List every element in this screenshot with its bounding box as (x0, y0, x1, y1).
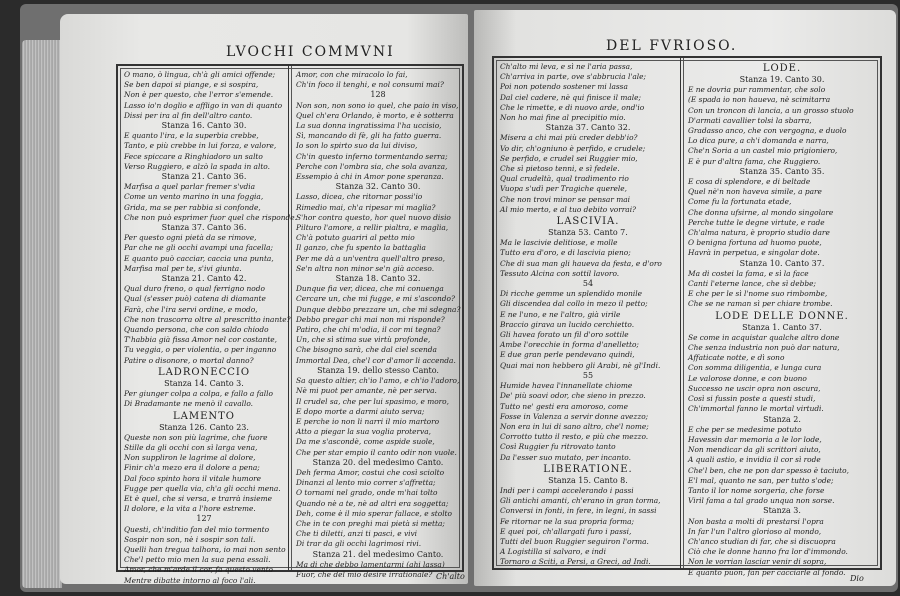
verse-line: O benigna fortuna ad huomo puote, (688, 238, 822, 248)
verse-line: Pilturo l'amore, a rellir pialtra, e maglia, (296, 223, 449, 233)
verse-line: Tutto ne' gesti era amoroso, come (500, 401, 628, 411)
verse-line: Tu veggia, o per violentia, o per inganno (124, 345, 277, 355)
verse-line: Nè mi puot per amante, nè per serva. (296, 386, 437, 396)
verse-line: Non ho mai fine al precipitio mio. (500, 113, 626, 123)
verse-line: Che se ne raman sì per chiare trombe. (688, 299, 833, 309)
verse-line: Le valorose donne, e con buono (688, 373, 807, 383)
verse-line: In far l'un l'altro glorioso al mondo, (688, 526, 822, 536)
verse-line: Tanto, e più crebbe in lui forza, e valore, (124, 141, 277, 151)
verse-line: Sospir non son, nè i sospir son tali. (124, 534, 256, 544)
verse-line: Un, che sì stima sue virtù profonde, (296, 335, 431, 345)
verse-line: Cercare un, che mi fugge, e mi s'ascondo? (296, 294, 455, 304)
verse-line: Tutto era d'oro, e di lascivia pieno; (500, 248, 631, 258)
verse-line: E'l mal, quanto ne san, per tutto s'ode; (688, 475, 834, 485)
verse-line: Lasso io'n doglio e affligo in van di quanto (124, 100, 283, 110)
stanza-heading: Stanza 37. Canto 36. (161, 223, 247, 233)
verse-line: Humide havea l'innanellate chiome (500, 381, 633, 391)
verse-line: Qual duro freno, o qual ferrigno nodo (124, 284, 265, 294)
verse-line: Successo ne uscir opra non oscura, (688, 383, 821, 393)
verse-line: Farà, che l'ira servi ordine, e modo, (124, 304, 258, 314)
verse-line: Se come in acquistar qualche altro done (688, 332, 840, 342)
verse-line: Con somma diligentia, e lunga cura (688, 363, 822, 373)
left-running-header: LVOCHI COMMVNI (226, 44, 395, 60)
stanza-heading: Stanza 18. Canto 32. (335, 274, 421, 284)
verse-line: Misera a chi mai più creder debb'io? (500, 133, 638, 143)
verse-line: E quanto l'ira, e la superbia crebbe, (124, 131, 259, 141)
verse-line: E che per le sì l'nome suo rimbombe, (688, 289, 828, 299)
verse-line: Che'n Soria a un castel mio prigioniero, (688, 146, 838, 156)
right-column-divider (680, 58, 681, 568)
verse-line: Se perfido, e crudel sei Ruggier mio, (500, 153, 638, 163)
stanza-number: 128 (370, 90, 386, 100)
verse-line: Dal foco spinto hora il vitale humore (124, 473, 262, 483)
verse-line: Lasso, dicea, che ritornar possi'io (296, 192, 423, 202)
verse-line: Io son lo spirto suo da lui diviso, (296, 141, 418, 151)
verse-line: Ch'immortal fanno le mortal virtudi. (688, 404, 824, 414)
verse-line: Tornaro a Sciti, a Persi, a Greci, ad Indi. (500, 557, 651, 567)
stanza-heading: Stanza 126. Canto 23. (159, 422, 249, 432)
verse-line: Ch'alma natura, è proprio studio dare (688, 228, 830, 238)
verse-line: Non era in lui di sano altro, che'l nome; (500, 421, 649, 431)
verse-line: Conversi in fonti, in fere, in legni, in sassi (500, 506, 657, 516)
stanza-heading: Stanza 21. del medesimo Canto. (312, 549, 444, 559)
section-heading: LASCIVIA. (556, 216, 620, 228)
verse-line: Marfisa a quel parlar fremer s'vdia (124, 182, 256, 192)
verse-line: Fe ritornar ne la sua propria forma; (500, 516, 634, 526)
verse-line: Gli antichi amanti, ch'erano in gran torma, (500, 496, 661, 506)
verse-line: Per questo ogni pietà da se rimove, (124, 233, 257, 243)
verse-line: Verso Ruggiero, e alzò la spada in alto. (124, 161, 270, 171)
verse-line: Il crudel sa, che per lui spasimo, e moro, (296, 396, 449, 406)
verse-line: Quando nè a te, nè ad altri era soggetta; (296, 498, 449, 508)
verse-line: Che di sua man gli haueva da festa, e d'oro (500, 258, 662, 268)
verse-line: Fosse in Valenza a servir donne avezzo; (500, 411, 649, 421)
verse-line: Vuopa s'udì per Tragiche querele, (500, 184, 628, 194)
verse-line: Se ben dapoi si piange, e si sospira, (124, 80, 259, 90)
verse-line: Et è quel, che si versa, e trarrà insieme (124, 493, 272, 503)
verse-line: Patire o disonore, o mortal danno? (124, 355, 254, 365)
verse-line: Di trar da gli occhi lagrimosi rivi. (296, 539, 422, 549)
verse-line: Tanto il lor nome sorgeria, che forse (688, 485, 825, 495)
stanza-heading: Stanza 21. Canto 36. (161, 172, 247, 182)
verse-line: Vo dir, ch'ogniuno è perfido, e crudele; (500, 143, 646, 153)
verse-line: Come un vento marino in una foggia, (124, 192, 264, 202)
verse-line: Atto a piegar la sua voglia proterva, (296, 427, 431, 437)
verse-line: Fugge per quella via, ch'a gli occhi mena. (124, 483, 281, 493)
verse-line: Corrotto tutto il resto, e più che mezzo. (500, 432, 649, 442)
verse-line: T'habbia già fissa Amor nel cor costante, (124, 335, 278, 345)
verse-line: Essempio à chi in Amor pone speranza. (296, 172, 444, 182)
verse-line: Se'n altra non minor se'n già acceso. (296, 263, 435, 273)
verse-line: O tornami nel grado, onde m'hai tolto (296, 488, 438, 498)
verse-line: Al mio merto, e al tuo debito vorrai? (500, 204, 637, 214)
verse-line: O mano, ò lingua, ch'à gli amici offende; (124, 70, 276, 79)
verse-line: Par che ne gli occhi avampi una facella; (124, 243, 274, 253)
verse-line: Così Ruggier fu ritrovato tanto (500, 442, 616, 452)
verse-line: (E spada io non haueva, nè scimitarra (688, 95, 831, 105)
verse-line: D'armati cavallier tolsi la sbarra, (688, 115, 812, 125)
verse-line: E ne dovria pur rammentar, che solo (688, 85, 826, 95)
verse-line: Che per star empio il canto odir non vuole. (296, 447, 457, 457)
stanza-heading: Stanza 2. (763, 414, 801, 424)
verse-line: Che non può esprimer fuor quel che risponde. (124, 212, 297, 222)
verse-line: Ch'in questo inferno tormentando serra; (296, 151, 448, 161)
verse-line: Viril fama a tal grado unqua non sorse. (688, 496, 835, 506)
verse-line: Ma di costei la fama, e sì la face (688, 268, 809, 278)
stanza-heading: Stanza 15. Canto 8. (548, 475, 628, 485)
verse-line: Deh ferma Amor, costui che così sciolto (296, 467, 445, 477)
verse-line: Tutti del buon Ruggier seguiron l'orma. (500, 536, 649, 546)
verse-line: Che sì pietoso tenni, e sì fedele. (500, 164, 620, 174)
verse-line: Lo dica pure, a ch'i domanda e narra, (688, 136, 829, 146)
verse-line: Havrà in perpetua, e singolar dote. (688, 248, 820, 258)
section-heading: LODE. (762, 63, 802, 74)
stanza-heading: Stanza 37. Canto 32. (545, 123, 631, 133)
verse-line: Dunque fia ver, dicea, che mi conuenga (296, 284, 444, 294)
verse-line: Il ganzo, che fu spento la battaglia (296, 243, 426, 253)
section-heading: LODE DELLE DONNE. (715, 310, 849, 322)
verse-line: Gli discendea dal collo in mezo il petto; (500, 299, 648, 309)
stanza-heading: Stanza 14. Canto 3. (164, 378, 244, 388)
verse-line: E quanto può cacciar, caccia una punta, (124, 253, 274, 263)
verse-line: Quando persona, che con saldo chiodo (124, 325, 269, 335)
verse-line: Immortal Dea, che'l cor d'amor li accenda. (296, 355, 456, 365)
verse-line: Debbo pregar chi mai non mi risponde? (296, 314, 445, 324)
verse-line: Mentre dibatte intorno al foco l'ali. (124, 575, 256, 585)
verse-line: Non è per questo, che l'error s'emende. (124, 90, 274, 100)
verse-line: E dopo morte a darmi aiuto serva; (296, 406, 425, 416)
verse-line: Dinanzi al lento mio correr s'affretta; (296, 478, 436, 488)
verse-line: E ne l'uno, e ne l'altro, già virile (500, 309, 621, 319)
verse-line: E perche io non li narri il mio martoro (296, 416, 440, 426)
verse-line: Non son, non sono io quel, che paio in viso, (296, 100, 459, 110)
verse-line: Sì, mancando di fè, gli ha fatto guerra. (296, 131, 442, 141)
verse-line: Perche con l'ombra sia, che sola avanza, (296, 161, 448, 171)
verse-line: E due gran perle pendevano quindi, (500, 350, 635, 360)
section-heading: LAMENTO (172, 410, 236, 422)
verse-line: Non suppliron le lagrime al dolore, (124, 453, 256, 463)
left-page (60, 14, 468, 584)
stanza-heading: Stanza 16. Canto 30. (161, 121, 247, 131)
verse-line: Sa questo altier, ch'io l'amo, e ch'io l'adoro, (296, 376, 460, 386)
verse-line: Come fu la fortunata etade, (688, 197, 792, 207)
verse-line: Non basta a molti di prestarsi l'opra (688, 516, 824, 526)
verse-line: E quei poi, ch'allargati furo i passi, (500, 526, 632, 536)
stanza-heading: Stanza 53. Canto 7. (548, 228, 628, 238)
stanza-heading: Stanza 20. del medesimo Canto. (312, 457, 444, 467)
verse-line: Che non trovi minor se pensar mai (500, 194, 631, 204)
verse-line: Il dolore, e la vita a l'hore estreme. (124, 504, 256, 514)
verse-line: Queste non son più lagrime, che fuore (124, 432, 268, 442)
stanza-heading: Stanza 3. (763, 506, 801, 516)
right-page (474, 10, 896, 586)
stanza-heading: Stanza 19. Canto 30. (739, 75, 825, 84)
verse-line: Dal ciel cadere, nè qui finisce il male; (500, 92, 642, 102)
verse-line: Qual crudeltà, qual tradimento rio (500, 174, 629, 184)
stanza-heading: Stanza 35. Canto 35. (739, 166, 825, 176)
verse-line: Che le rimette, e di nuovo arde, ond'io (500, 102, 645, 112)
verse-line: Per giunger colpa a colpa, e fallo a fallo (124, 389, 273, 399)
verse-line: Tessuto Alcina con sottil lavoro. (500, 268, 620, 278)
verse-line: Perche tutte le degne virtute, e rade (688, 217, 825, 227)
right-column-2 (688, 62, 876, 577)
verse-line: Da me s'ascondè, come aspide suole, (296, 437, 435, 447)
stanza-heading: Stanza 10. Canto 37. (739, 258, 825, 268)
stanza-heading: Stanza 19. dello stesso Canto. (317, 365, 439, 375)
verse-line: Quelli han tregua talhora, io mai non sento (124, 544, 286, 554)
verse-line: Che ti diletti, anzi ti pasci, e vivi (296, 529, 418, 539)
verse-line: Finir ch'a mezo era il dolore a pena; (124, 463, 260, 473)
verse-line: Rimedio mai, ch'a ripesar mi maglia? (296, 202, 436, 212)
verse-line: Ch'à potuto guariri al petto mio (296, 233, 415, 243)
section-heading: LIBERATIONE. (543, 463, 633, 475)
verse-line: Quel ch'era Orlando, è morto, e è sotterra (296, 110, 454, 120)
left-catchword: Ch'alto (436, 572, 465, 581)
stanza-number: 54 (582, 279, 594, 289)
verse-line: Che in te con preghi mai pietà si metta; (296, 518, 445, 528)
verse-line: Per me dà a un'ventra quell'altro preso, (296, 253, 445, 263)
verse-line: Amor, che m'arde il cor, fa questo vento (124, 565, 273, 575)
stanza-heading: Stanza 32. Canto 30. (335, 182, 421, 192)
verse-line: Che senza industria non può dar natura, (688, 343, 840, 353)
verse-line: Ch'in foco il tenghi, e nol consumi mai? (296, 80, 444, 90)
verse-line: Fece spiccare a Ringhiadoro un salto (124, 151, 263, 161)
verse-line: Che'l ben, che ne pon dar spesso è taciuto, (688, 465, 849, 475)
verse-line: Ma le lascivie delitiose, e molle (500, 238, 618, 248)
verse-line: Poi non potendo sostener mi lassa (500, 82, 628, 92)
verse-line: La sua donna ingratissima l'ha uccisio, (296, 121, 442, 131)
verse-line: Indi per i campi accelerando i passi (500, 485, 634, 495)
verse-line: Che non trascorra oltre al prescritto inante? (124, 314, 291, 324)
verse-line: Gli havea forato un fil d'oro sottile (500, 330, 629, 340)
verse-line: A Logistilla si salvaro, e indi (500, 547, 607, 557)
verse-line: Fuor, che del mio desire irrationale? (296, 569, 433, 579)
verse-line: Quai mai non hebbero gli Arabi, nè gl'Indi. (500, 360, 661, 370)
left-column-1 (124, 70, 297, 585)
verse-line: Marfisa mal per te, s'ivi giunta. (124, 263, 242, 273)
verse-line: Havessin dar memoria a le lor lode, (688, 434, 822, 444)
verse-line: Braccio girava un lucido cerchietto. (500, 319, 635, 329)
verse-line: S'hor contra questo, hor quel nuovo disio (296, 212, 451, 222)
section-heading: LADRONECCIO (157, 366, 251, 378)
verse-line: Ch'alto mi leva, e sì ne l'aria passa, (500, 62, 633, 71)
right-column-1 (500, 62, 676, 567)
page-edges (22, 40, 62, 588)
verse-line: Da l'esser suo mutato, per incanto. (500, 452, 631, 462)
verse-line: Ch'arriva in parte, ove s'abbrucia l'ale; (500, 72, 647, 82)
verse-line: Che donna ufsirne, al mondo singolare (688, 207, 834, 217)
verse-line: E è pur d'altra fama, che Ruggiero. (688, 156, 821, 166)
verse-line: A quali astio, e invidia il cor sì rode (688, 455, 821, 465)
stanza-number: 55 (582, 370, 594, 380)
verse-line: Ch'anco studian di far, che si discuopra (688, 536, 836, 546)
stanza-heading: Stanza 21. Canto 42. (161, 274, 247, 284)
verse-line: Ma di che debbo lamentarmi (ahi lassa) (296, 559, 445, 569)
verse-line: Non le vorrian lasciar venir di sopra, (688, 557, 827, 567)
verse-line: Deh, come è il mio sperar fallace, e stolto (296, 508, 452, 518)
right-running-header: DEL FVRIOSO. (606, 38, 738, 54)
verse-line: Ambe l'orecchie in forma d'anelletto; (500, 340, 639, 350)
verse-line: Quel nè'n non haveva simile, a pare (688, 187, 822, 197)
verse-line: Dissi per ira al fin dell'altro canto. (124, 110, 253, 120)
verse-line: E che per se medesime potuto (688, 424, 802, 434)
verse-line: De' più soavi odor, che sieno in prezzo. (500, 391, 646, 401)
verse-line: Affaticate notte, e dì sono (688, 353, 785, 363)
verse-line: E quanto puon, fan per cacciarle al fondo. (688, 567, 846, 577)
verse-line: Con un troncon di lancia, a un grosso stuolo (688, 105, 854, 115)
verse-line: Ciò che le donne hanno fra lor d'immondo. (688, 547, 848, 557)
verse-line: Patiro, che chi m'odia, il cor mi tegna? (296, 325, 441, 335)
verse-line: Stille da gli occhi con sì larga vena, (124, 442, 258, 452)
verse-line: Questi, ch'inditio fan del mio tormento (124, 524, 270, 534)
verse-line: Che bisogno sarà, che dal ciel scenda (296, 345, 437, 355)
verse-line: E cosa di splendore, e di beltade (688, 177, 811, 187)
verse-line: Non mendicar da gli scrittori aiuto, (688, 445, 821, 455)
verse-line: Di ricche gemme un splendido monile (500, 289, 642, 299)
verse-line: Canti l'eterne lance, che sì debbe; (688, 279, 816, 289)
verse-line: Gradasso anco, che con vergogna, e duolo (688, 126, 847, 136)
verse-line: Dunque debbo prezzare un, che mi sdegna? (296, 304, 461, 314)
verse-line: Amor, con che miracolo lo fai, (296, 70, 408, 79)
verse-line: Grida, ma se per rabbia si confonde, (124, 202, 261, 212)
right-catchword: Dio (850, 574, 864, 583)
verse-line: Di Bradamante ne menò il cavallo. (124, 399, 254, 409)
stanza-heading: Stanza 1. Canto 37. (742, 322, 822, 332)
verse-line: Qual (s'esser può) catena di diamante (124, 294, 266, 304)
verse-line: Che'l petto mio men la sua pena essali. (124, 555, 271, 565)
stanza-number: 127 (196, 514, 212, 524)
verse-line: Così si fussin poste a questi studi, (688, 394, 816, 404)
